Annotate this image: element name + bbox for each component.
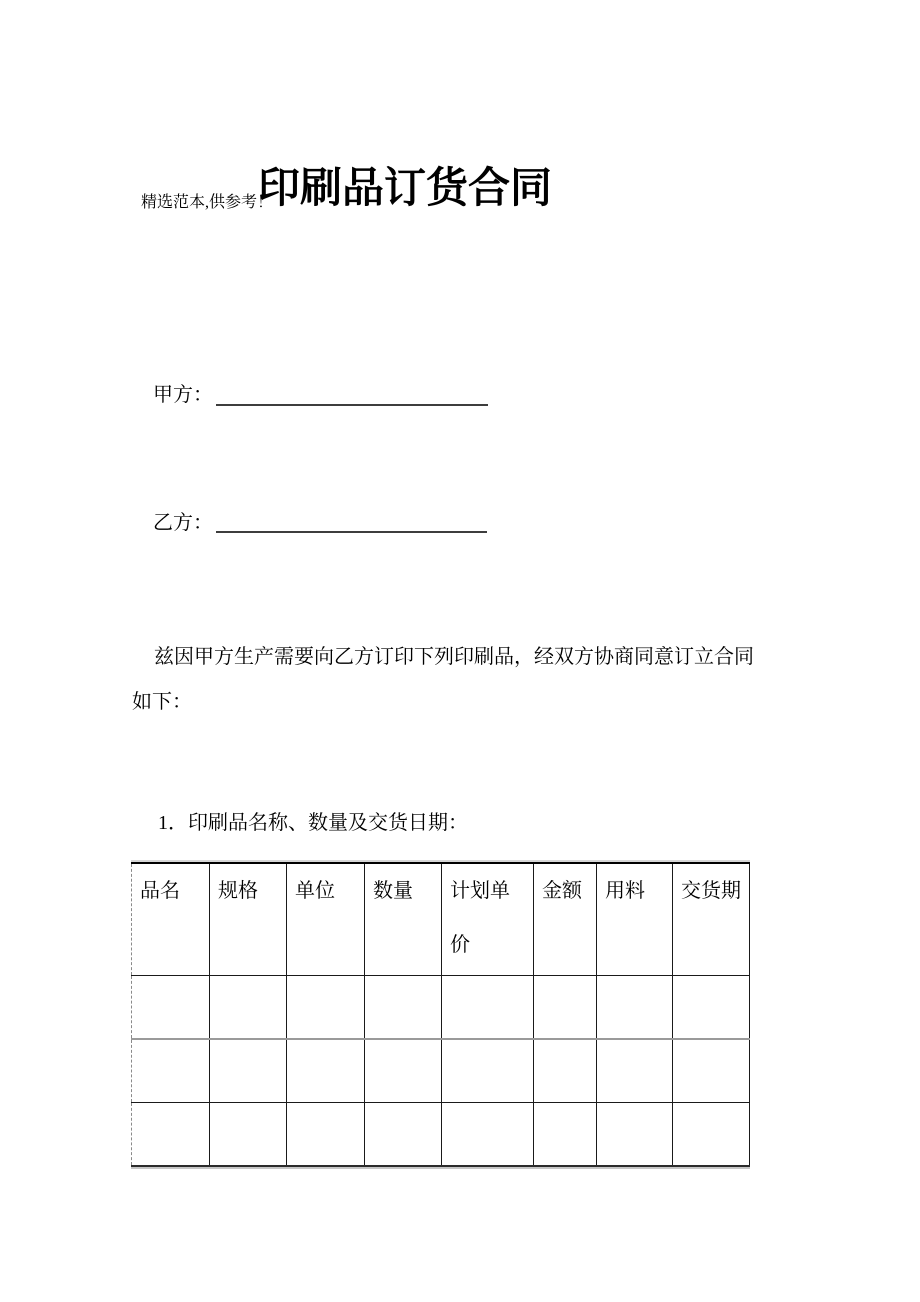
table-cell xyxy=(442,1039,534,1103)
header-cell-material: 用料 xyxy=(597,863,673,976)
table-cell xyxy=(287,1103,365,1167)
party-b-label: 乙方： xyxy=(153,512,213,534)
table-cell xyxy=(132,976,210,1040)
table-cell xyxy=(365,976,442,1040)
table-cell xyxy=(132,1039,210,1103)
table-header-row xyxy=(132,863,750,976)
table-cell xyxy=(365,1039,442,1103)
party-a-blank-line xyxy=(216,404,488,406)
header-cell-product-name: 品名 xyxy=(132,863,210,976)
section-1-heading: 1．印刷品名称、数量及交货日期： xyxy=(158,812,468,834)
intro-paragraph-line-2: 如下： xyxy=(132,691,192,713)
table-cell xyxy=(365,1103,442,1167)
table-cell xyxy=(442,1103,534,1167)
header-cell-spec: 规格 xyxy=(210,863,287,976)
table-cell xyxy=(534,1039,597,1103)
table-cell xyxy=(673,1103,750,1167)
party-b-blank-line xyxy=(216,531,487,533)
party-a-label: 甲方： xyxy=(153,384,213,406)
table-cell xyxy=(210,1039,287,1103)
table-cell xyxy=(673,976,750,1040)
table-cell xyxy=(534,976,597,1040)
header-cell-amount: 金额 xyxy=(534,863,597,976)
table-cell xyxy=(287,1039,365,1103)
table-cell xyxy=(210,1103,287,1167)
table-cell xyxy=(534,1103,597,1167)
table-cell xyxy=(210,976,287,1040)
table-cell xyxy=(442,976,534,1040)
sample-note: 精选范本,供参考！ xyxy=(141,194,274,211)
table-cell xyxy=(597,1103,673,1167)
table-row xyxy=(132,1039,750,1103)
table-row xyxy=(132,1103,750,1167)
order-table xyxy=(131,862,750,1167)
document-title: 印刷品订货合同 xyxy=(258,164,553,211)
header-cell-unit: 单位 xyxy=(287,863,365,976)
table-cell xyxy=(132,1103,210,1167)
table-cell xyxy=(597,976,673,1040)
header-cell-delivery-date: 交货期 xyxy=(673,863,750,976)
header-cell-planned-unit-price: 计划单价 xyxy=(442,863,534,976)
intro-paragraph-line-1: 兹因甲方生产需要向乙方订印下列印刷品，经双方协商同意订立合同 xyxy=(154,646,754,668)
table-cell xyxy=(597,1039,673,1103)
table-cell xyxy=(287,976,365,1040)
table-row xyxy=(132,976,750,1040)
order-table-body xyxy=(132,976,750,1167)
header-cell-quantity: 数量 xyxy=(365,863,442,976)
table-cell xyxy=(673,1039,750,1103)
